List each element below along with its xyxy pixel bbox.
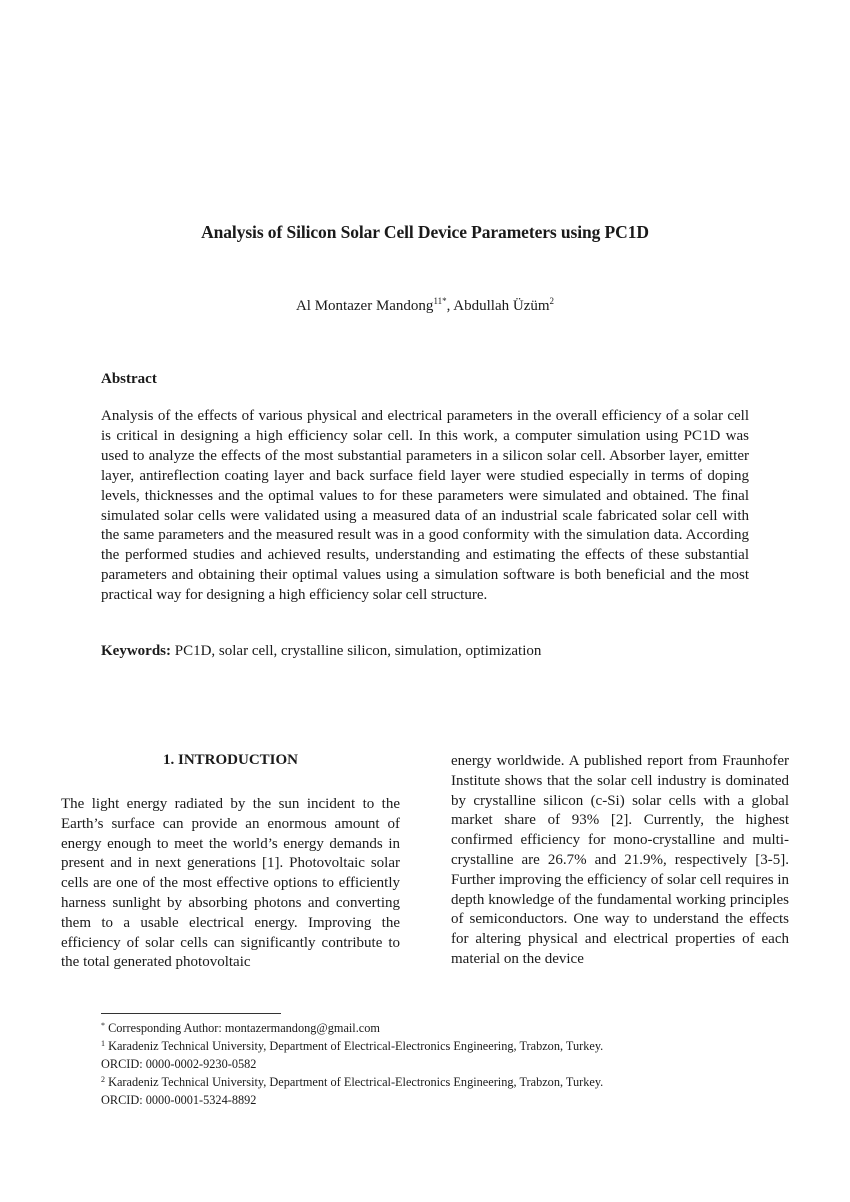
abstract-heading: Abstract xyxy=(101,371,157,387)
abstract-text: Analysis of the effects of various physical and electrical parameters in the overall efficiency of a solar cell is critical in designing a high efficiency solar cell. In this work, a computer simulation using PC1D was used to analyze the effects of the most substantial parameters in a silicon solar cell. Absorber layer, emitter layer, antireflection coating layer and back surface field layer were studied especially in terms of doping levels, thicknesses and the optimal values to for these parameters were simulated and obtained. The final simulated solar cells were validated using a measured data of an industrial scale fabricated solar cell with the same parameters and the measured result was in a good conformity with the simulation data. According the performed studies and achieved results, understanding and estimating the effects of these substantial parameters and obtaining their optimal values using a simulation software is both beneficial and the most practical way for designing a high efficiency solar cell structure. xyxy=(101,408,749,604)
body-column-right xyxy=(451,752,789,970)
footnote-mark: 1 xyxy=(101,1039,105,1048)
corresponding-author-text: Corresponding Author: montazermandong@gmail.com xyxy=(105,1021,380,1035)
footnote-orcid-1: ORCID: 0000-0002-9230-0582 xyxy=(101,1057,257,1071)
keywords xyxy=(101,643,761,660)
keywords-label: Keywords: xyxy=(101,643,171,659)
footnote-affiliation-1 xyxy=(101,1037,801,1055)
keywords-list: PC1D, solar cell, crystalline silicon, simulation, optimization xyxy=(171,643,542,659)
footnote-mark: * xyxy=(101,1021,105,1030)
author-name: Al Montazer Mandong xyxy=(295,298,434,314)
author-list xyxy=(0,298,850,315)
affiliation-text: Karadeniz Technical University, Department of Electrical-Electronics Engineering, Trabzon, Turkey. xyxy=(105,1075,604,1089)
footnotes xyxy=(101,1019,801,1109)
footnote-mark: 2 xyxy=(101,1075,105,1084)
paper-title: Analysis of Silicon Solar Cell Device Parameters using PC1D xyxy=(201,222,649,242)
footnote-orcid-2: ORCID: 0000-0001-5324-8892 xyxy=(101,1093,257,1107)
author-separator: , xyxy=(446,298,454,314)
footnote-divider xyxy=(101,1013,281,1014)
affiliation-text: Karadeniz Technical University, Department of Electrical-Electronics Engineering, Trabzon, Turkey. xyxy=(105,1039,604,1053)
author-name: Abdullah Üzüm xyxy=(453,298,550,314)
footnote-corresponding-author xyxy=(101,1019,801,1037)
author-affiliation-mark: 11* xyxy=(433,296,447,306)
author-affiliation-mark: 2 xyxy=(549,296,555,306)
intro-paragraph-continued: energy worldwide. A published report from Fraunhofer Institute shows that the solar cell industry is dominated by crystalline silicon (c-Si) solar cells with a global market share of 93% [2]. Currently, the highest confirmed efficiency for mono-crystalline and multi-crystalline are 26.7% and 21.9%, respectively [3-5]. Further improving the efficiency of solar cell requires in depth knowledge of the fundamental working principles of semiconductors. One way to understand the effects for altering physical and electrical properties of each material on the device xyxy=(451,753,789,967)
footnote-affiliation-2 xyxy=(101,1073,801,1091)
intro-paragraph: The light energy radiated by the sun incident to the Earth’s surface can provide an enormous amount of energy enough to meet the world’s energy demands in present and in next generations [1]. Photovoltaic solar cells are one of the most effective options to efficiently harness sunlight by absorbing photons and converting them to a usable electrical energy. Improving the efficiency of solar cells can significantly contribute to the total generated photovoltaic xyxy=(61,796,400,971)
body-column-left xyxy=(61,752,400,973)
section-heading: 1. INTRODUCTION xyxy=(162,752,298,768)
